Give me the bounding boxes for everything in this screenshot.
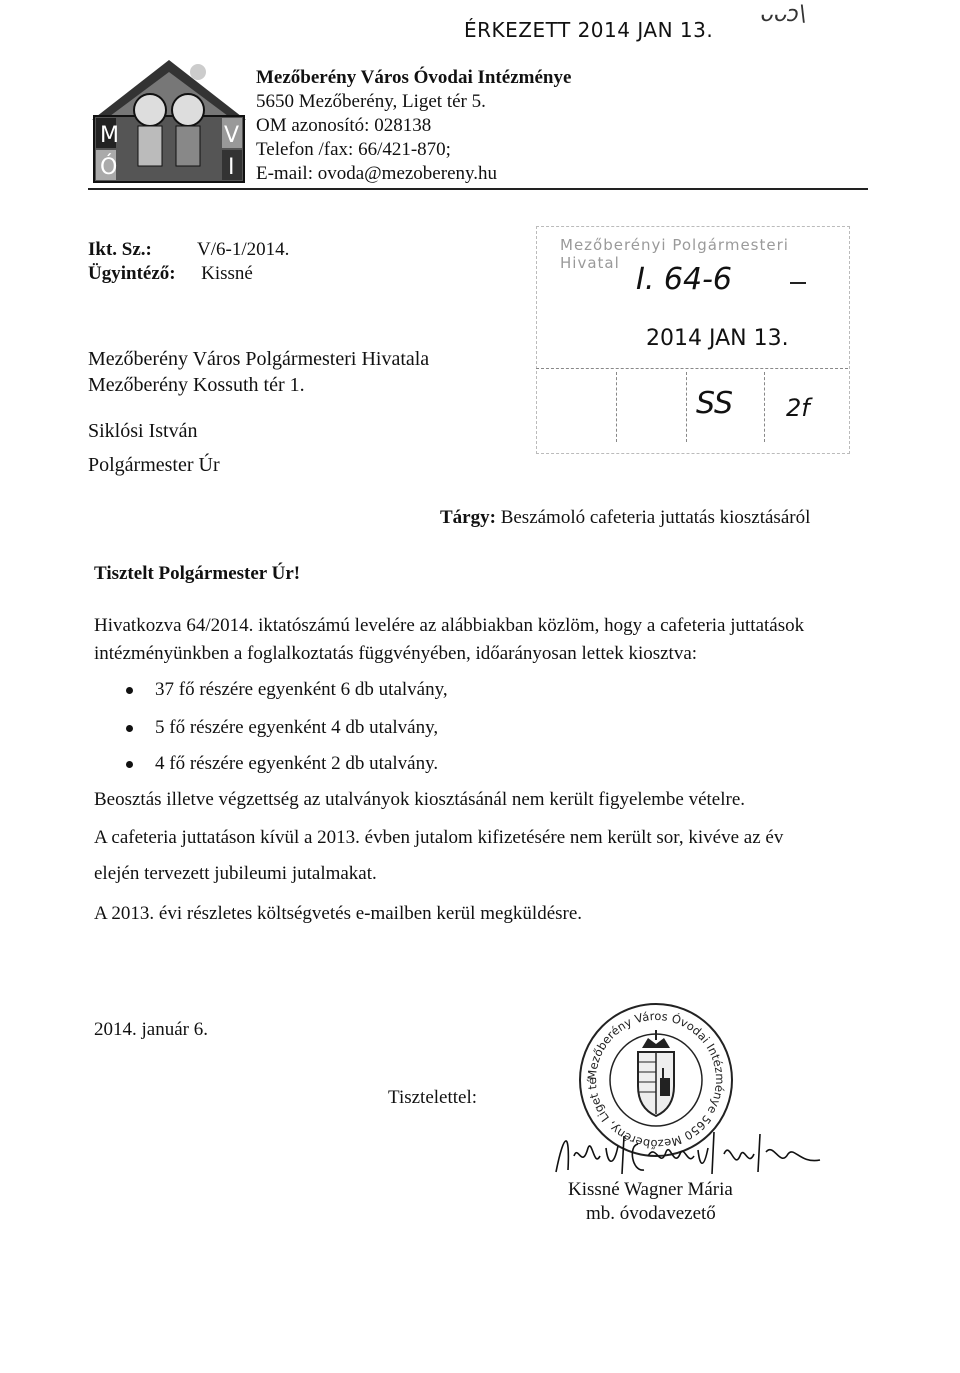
reference-block — [88, 238, 289, 286]
allocation-list — [126, 678, 626, 778]
body-para3-line2: elején tervezett jubileumi jutalmakat. — [94, 863, 377, 884]
date-line: 2014. január 6. — [94, 1019, 208, 1040]
received-stamp — [464, 18, 713, 42]
registry-header: Mezőberényi Polgármesteri Hivatal — [560, 236, 789, 272]
registry-number: I. 64-6 — [636, 262, 733, 297]
registry-date: 2014 JAN 13. — [646, 326, 789, 351]
bullet-icon — [126, 687, 133, 694]
body-para2: Beosztás illetve végzettség az utalványok kiosztásánál nem került figyelembe vételre. — [94, 789, 746, 810]
recipient-address: Mezőberény Kossuth tér 1. — [88, 374, 305, 396]
list-item: 37 fő részére egyenként 6 db utalvány, — [126, 678, 448, 702]
received-date: 2014 JAN 13. — [577, 18, 714, 42]
body-para4: A 2013. évi részletes költségvetés e-mailben kerül megküldésre. — [94, 903, 583, 924]
body-para1 — [94, 614, 804, 666]
recipient-name: Siklósi István — [88, 420, 198, 442]
logo-letter-i: I — [228, 155, 235, 180]
closing-text: Tisztelettel: — [388, 1087, 478, 1108]
institution-name: Mezőberény Város Óvodai Intézménye — [256, 67, 572, 88]
body-para1-line1: Hivatkozva 64/2014. iktatószámú levelére az alábbiakban közlöm, hogy a cafeteria juttatások — [94, 615, 805, 636]
seal-text: Mezőberény Város Óvodai Intézménye 5650 Mezőberény, Liget té — [584, 1008, 728, 1152]
list-item: 4 fő részére egyenként 2 db utalvány. — [126, 752, 438, 776]
registry-extra: 2f — [786, 394, 810, 422]
email-address: E-mail: ovoda@mezobereny.hu — [256, 163, 498, 184]
list-item: 5 fő részére egyenként 4 db utalvány, — [126, 716, 438, 740]
ugyintezo-label: Ügyintéző: — [88, 263, 176, 284]
subject-label: Tárgy: — [440, 507, 496, 528]
body-para1-line2: intézményünkben a foglalkoztatás függvényében, időarányosan lettek kiosztva: — [94, 643, 698, 664]
body-para3-line1: A cafeteria juttatáson kívül a 2013. évben jutalom kifizetésére nem került sor, kivéve az év — [94, 827, 784, 848]
institution-logo — [88, 58, 250, 186]
letterhead — [256, 66, 571, 186]
logo-letter-m: M — [100, 123, 119, 148]
recipient-office: Mezőberény Város Polgármesteri Hivatala — [88, 348, 430, 370]
ikt-value: V/6-1/2014. — [197, 239, 290, 260]
letterhead-divider — [88, 188, 868, 190]
corner-scribble: ᴗᴗɔ\ — [760, 2, 807, 27]
logo-letter-o: Ó — [100, 155, 118, 180]
received-label: ÉRKEZETT — [464, 18, 571, 42]
handwritten-signature — [548, 1126, 828, 1180]
subject-line — [440, 506, 810, 530]
signatory-role: mb. óvodavezető — [586, 1203, 716, 1224]
body-para3 — [94, 826, 844, 886]
salutation: Tisztelt Polgármester Úr! — [94, 563, 301, 584]
registry-initials: SS — [696, 386, 734, 421]
subject-text: Beszámoló cafeteria juttatás kiosztásáról — [500, 507, 811, 528]
ikt-label: Ikt. Sz.: — [88, 239, 152, 260]
registry-stamp — [536, 226, 852, 456]
recipient-title: Polgármester Úr — [88, 454, 220, 476]
ugyintezo-value: Kissné — [201, 263, 253, 284]
bullet-icon — [126, 761, 133, 768]
phone-fax: Telefon /fax: 66/421-870; — [256, 139, 451, 160]
institution-address: 5650 Mezőberény, Liget tér 5. — [256, 91, 486, 112]
bullet-icon — [126, 725, 133, 732]
logo-letter-v: V — [224, 123, 240, 148]
recipient-block — [88, 346, 429, 478]
om-id: OM azonosító: 028138 — [256, 115, 432, 136]
signatory-name: Kissné Wagner Mária — [568, 1179, 733, 1200]
